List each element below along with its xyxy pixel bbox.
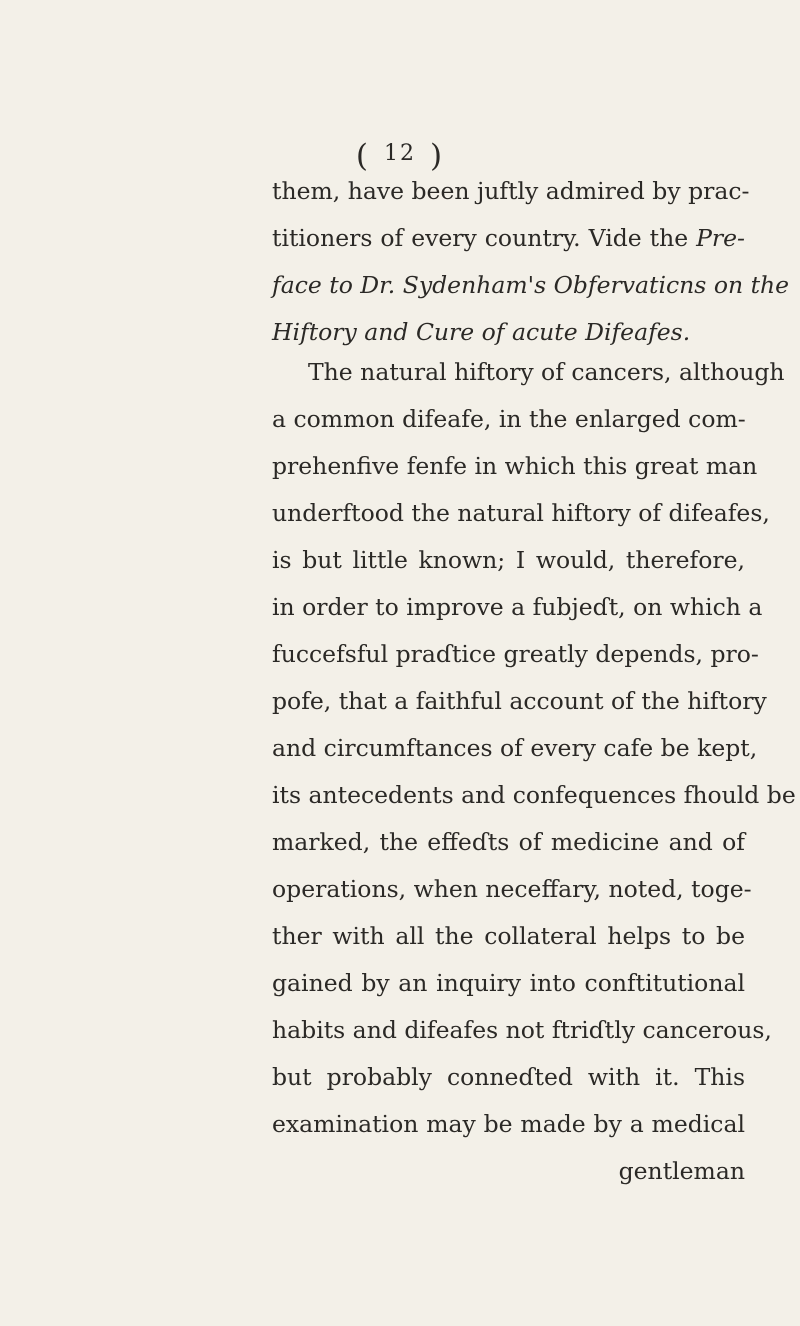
text-line: ther with all the collateral helps to be (272, 922, 745, 950)
catchword: gentleman (618, 1157, 745, 1185)
header-left-paren: ( (355, 138, 370, 174)
paragraph-1 (272, 168, 790, 356)
text-line: operations, when neceffary, noted, toge- (272, 875, 752, 903)
header-right-paren: ) (430, 138, 445, 174)
text-line: its antecedents and confequences fhould be (272, 781, 796, 809)
text-line: prehenfive fenfe in which this great man (272, 452, 758, 480)
text-line: gained by an inquiry into conftitutional (272, 969, 745, 997)
text-line: a common difeafe, in the enlarged com- (272, 405, 746, 433)
text-line: in order to improve a fubjeɗt, on which a (272, 593, 763, 621)
paragraph-2 (272, 349, 796, 1195)
text-line: them, have been juftly admired by prac- (272, 177, 750, 205)
text-line: marked, the effeɗts of medicine and of (272, 828, 745, 856)
text-line: pofe, that a faithful account of the hiftory (272, 687, 767, 715)
page-number: 12 (384, 141, 416, 166)
text-line: fuccefsful praɗtice greatly depends, pro- (272, 640, 759, 668)
text-line: titioners of every country. Vide the Pre- (272, 224, 745, 252)
text-line: habits and difeafes not ftriɗtly cancerous, (272, 1016, 772, 1044)
text-line: and circumftances of every cafe be kept, (272, 734, 758, 762)
text-line: is but little known; I would, therefore, (272, 546, 745, 574)
text-line: The natural hiftory of cancers, although (308, 358, 785, 386)
text-line: but probably conneɗted with it. This (272, 1063, 745, 1091)
text-line: Hiftory and Cure of acute Difeafes. (272, 318, 691, 346)
text-line: face to Dr. Sydenham's Obfervaticns on the (272, 271, 790, 299)
text-line: underftood the natural hiftory of difeafes, (272, 499, 770, 527)
text-line: examination may be made by a medical (272, 1110, 745, 1138)
